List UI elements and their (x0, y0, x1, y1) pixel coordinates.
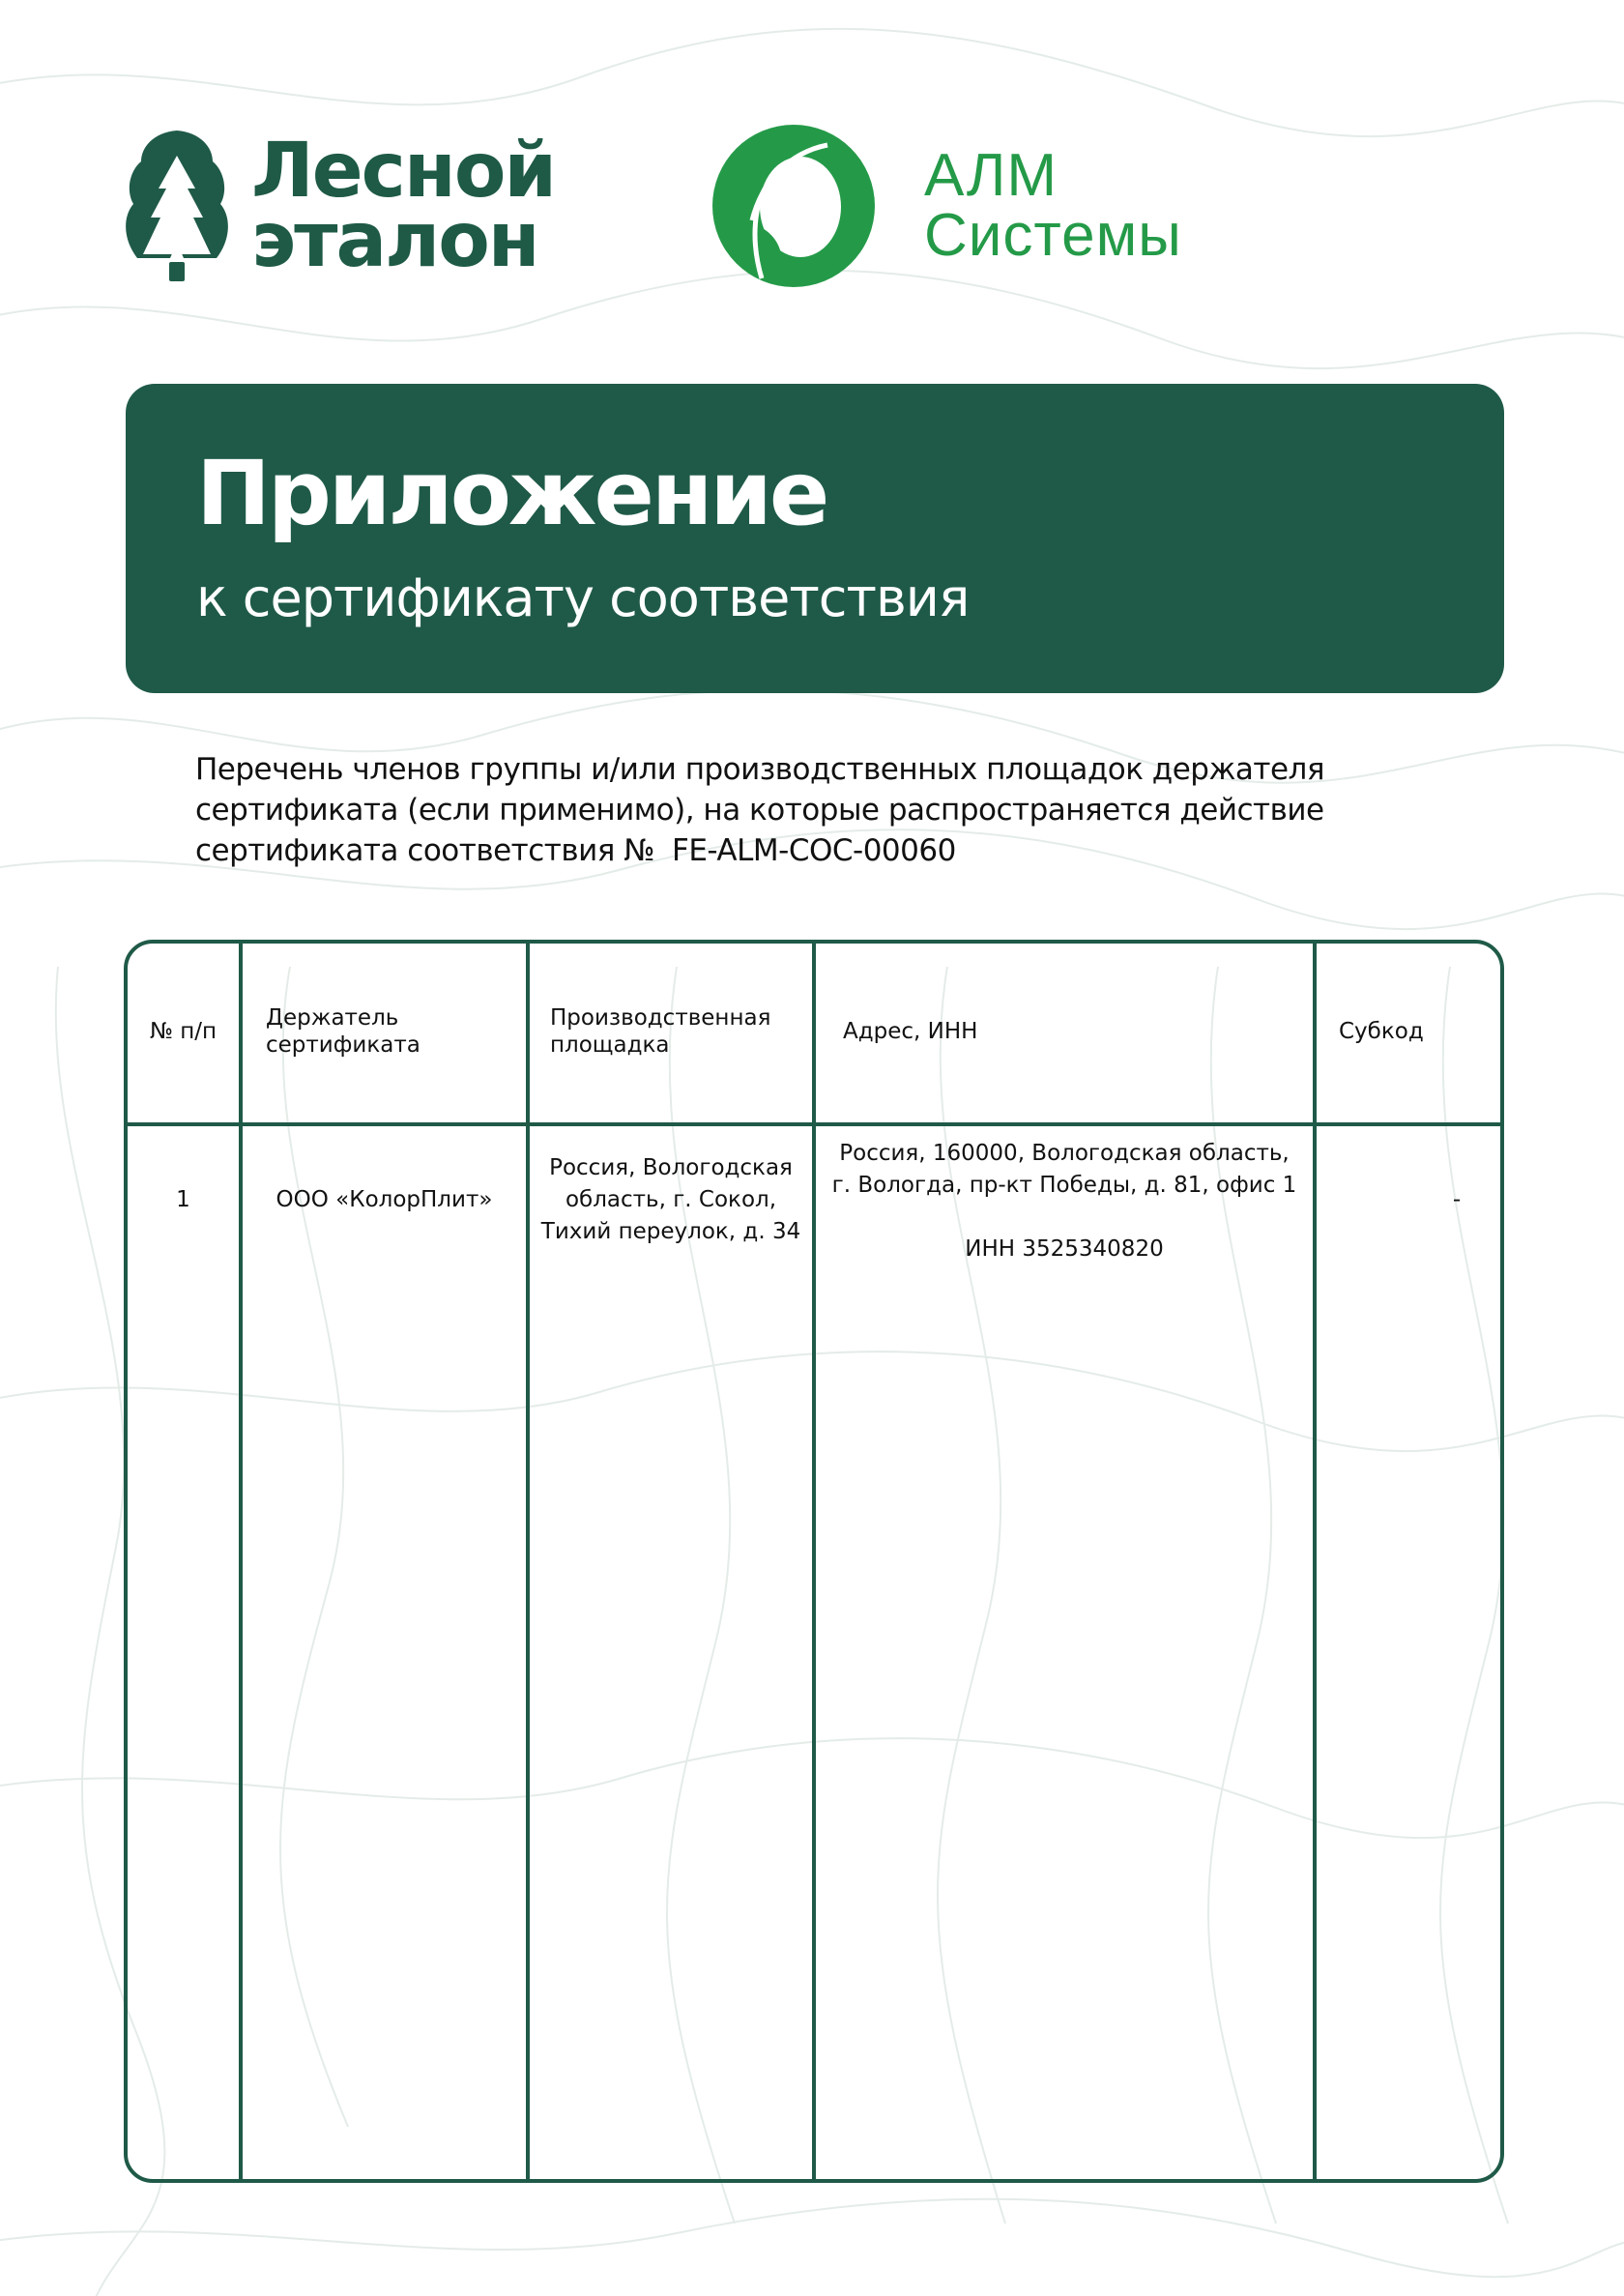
cell-site-line2: область, г. Сокол, (565, 1187, 777, 1212)
header-address-label: Адрес, ИНН (843, 1018, 978, 1044)
intro-line-2: сертификата (если применимо), на которые распространяется действие (195, 793, 1324, 828)
logo-text-line2: эталон (251, 197, 538, 284)
header-subcode-label: Субкод (1339, 1018, 1424, 1044)
header-site-line2: площадка (550, 1032, 670, 1058)
logo-text-line1: Лесной (251, 128, 556, 215)
intro-paragraph (195, 749, 1452, 871)
tree-icon (124, 129, 230, 283)
cell-address-line2: г. Вологда, пр-кт Победы, д. 81, офис 1 (831, 1173, 1297, 1198)
intro-line-1: Перечень членов группы и/или производственных площадок держателя (195, 752, 1324, 787)
header-site-line1: Производственная (550, 1004, 771, 1031)
page-subtitle: к сертификату соответствия (196, 567, 970, 628)
page-title: Приложение (196, 442, 827, 545)
cell-site-line3: Тихий переулок, д. 34 (540, 1219, 801, 1244)
header-num (128, 940, 239, 1122)
certificate-number: FE-ALM-COC-00060 (671, 833, 956, 868)
header-holder-line1: Держатель (266, 1004, 399, 1031)
header-holder-line2: сертификата (266, 1032, 420, 1058)
cell-site (530, 1126, 812, 1248)
header-holder (266, 940, 517, 1122)
header-site (550, 940, 811, 1122)
cell-num: 1 (176, 1187, 190, 1212)
cell-site-line1: Россия, Вологодская (549, 1155, 793, 1180)
header-subcode (1339, 940, 1494, 1122)
logo-text-line1: АЛМ (924, 142, 1058, 209)
cell-inn: ИНН 3525340820 (965, 1236, 1164, 1262)
alm-sistemy-logo (711, 124, 1182, 288)
cell-address-line1: Россия, 160000, Вологодская область, (839, 1141, 1290, 1166)
logo-text-line2: Системы (924, 202, 1182, 269)
header-address (843, 940, 1307, 1122)
header-num-label: № п/п (149, 1018, 218, 1044)
members-table (124, 940, 1504, 2183)
cell-subcode: - (1452, 1187, 1462, 1212)
lesnoy-etalon-logo (124, 124, 555, 288)
title-banner (126, 384, 1504, 693)
cell-holder: ООО «КолорПлит» (276, 1187, 493, 1212)
intro-line-3: сертификата соответствия № (195, 833, 654, 868)
cell-address (816, 1126, 1313, 1265)
circle-leaf-icon (711, 124, 876, 288)
